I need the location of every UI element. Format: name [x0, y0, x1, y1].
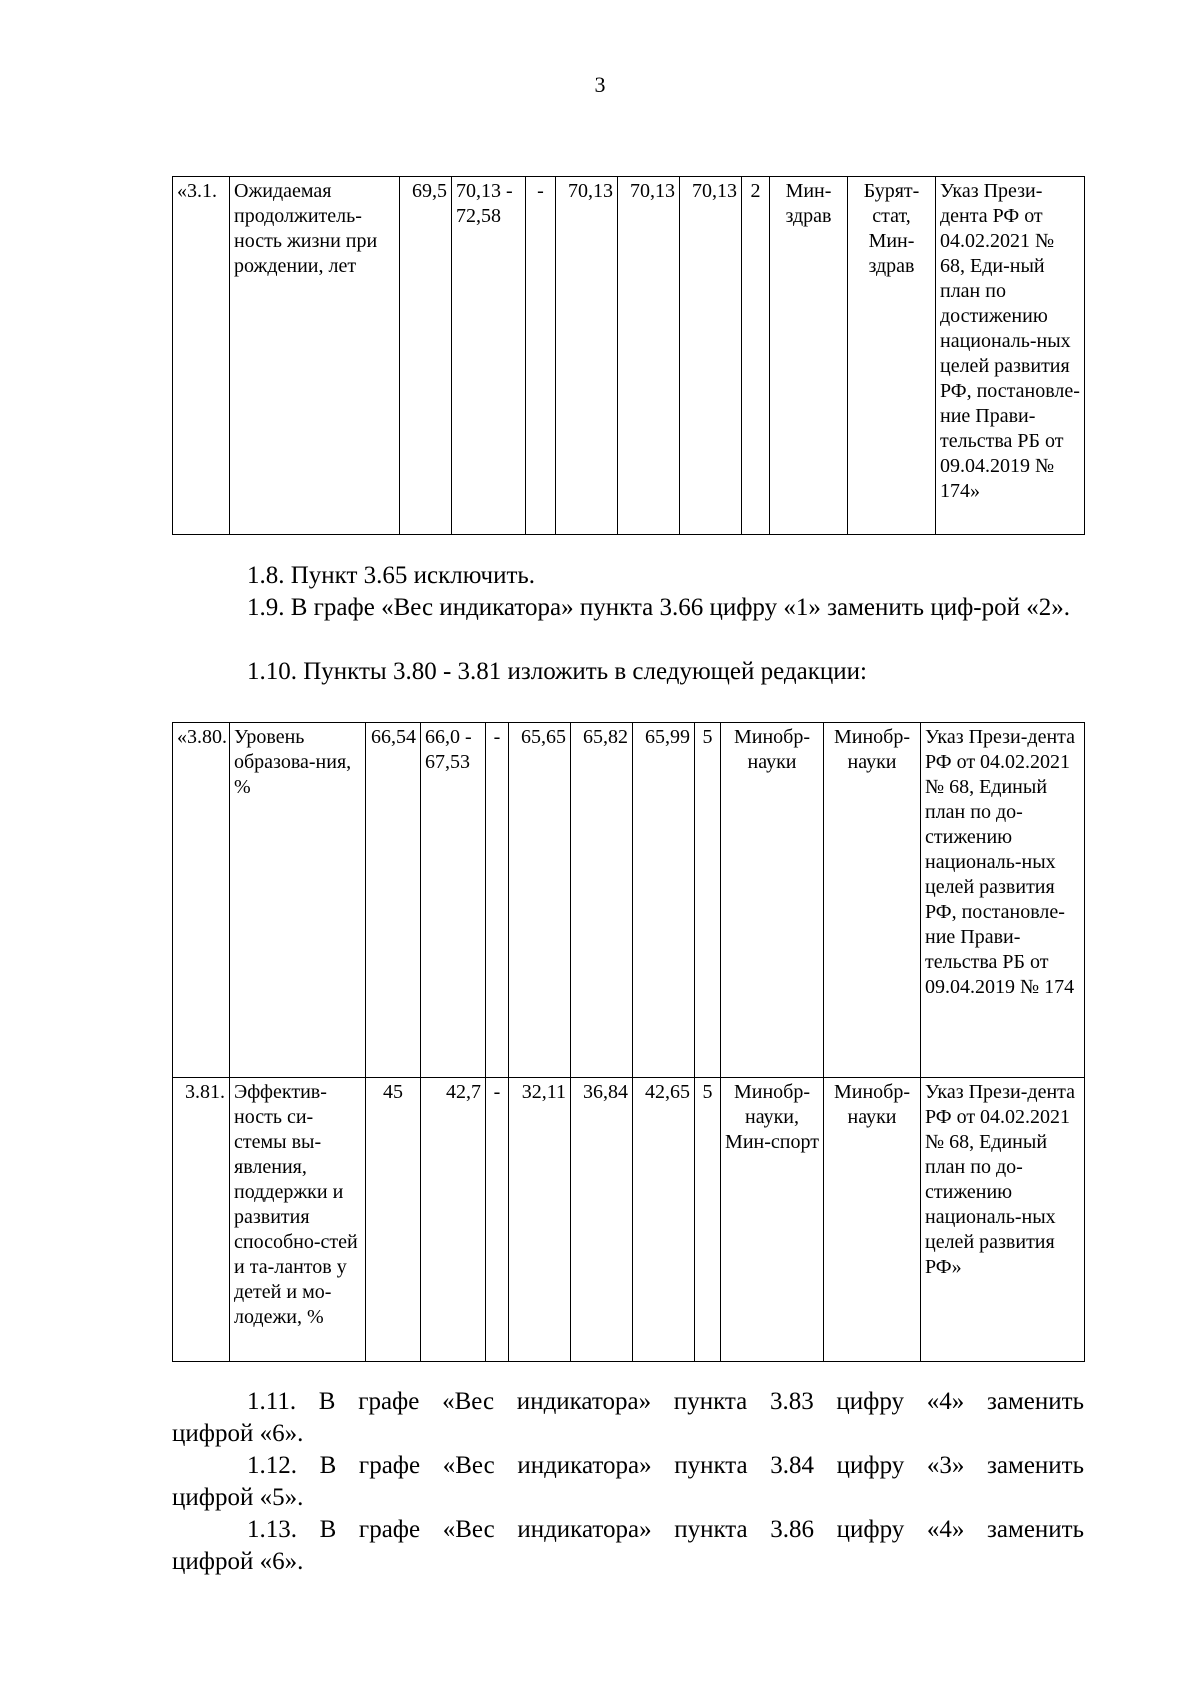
cell-number: «3.1.	[173, 177, 230, 535]
paragraph-1-11	[172, 1386, 1084, 1450]
cell-basis: Указ Прези-дента РФ от 04.02.2021 № 68, Единый план по до-стижению националь-ных целей развития РФ»	[921, 1078, 1085, 1362]
cell-value: 70,13 - 72,58	[452, 177, 526, 535]
cell-value: 36,84	[571, 1078, 633, 1362]
cell-weight: 5	[695, 1078, 721, 1362]
table-row	[173, 1078, 1085, 1362]
cell-value: -	[486, 723, 509, 1078]
page-number: 3	[594, 72, 606, 97]
cell-value: 70,13	[680, 177, 742, 535]
paragraph-1-10: 1.10. Пункты 3.80 - 3.81 изложить в следующей редакции:	[247, 658, 867, 685]
cell-weight: 5	[695, 723, 721, 1078]
table-row	[173, 723, 1085, 1078]
paragraph-1-8: 1.8. Пункт 3.65 исключить.	[247, 562, 536, 589]
paragraph-line: цифрой «6».	[172, 1420, 304, 1447]
paragraph-line: 1.11. В графе «Вес индикатора» пункта 3.83 цифру «4» заменить	[247, 1388, 1084, 1415]
cell-responsible: Мин-здрав	[770, 177, 848, 535]
cell-value: 42,7	[421, 1078, 486, 1362]
cell-source: Минобр-науки	[824, 1078, 921, 1362]
paragraph-1-13	[172, 1514, 1084, 1578]
cell-responsible: Минобр-науки	[721, 723, 824, 1078]
cell-value: 45	[366, 1078, 421, 1362]
paragraph-line: 1.12. В графе «Вес индикатора» пункта 3.84 цифру «3» заменить	[247, 1452, 1084, 1479]
cell-source: Минобр-науки	[824, 723, 921, 1078]
cell-number: «3.80.	[173, 723, 230, 1078]
cell-value: 66,0 - 67,53	[421, 723, 486, 1078]
table-row	[173, 177, 1085, 535]
cell-indicator-name: Уровень образова-ния, %	[230, 723, 366, 1078]
cell-value: 42,65	[633, 1078, 695, 1362]
cell-value: -	[526, 177, 556, 535]
paragraph-1-9: 1.9. В графе «Вес индикатора» пункта 3.66 цифру «1» заменить циф-рой «2».	[247, 594, 1070, 621]
cell-value: 66,54	[366, 723, 421, 1078]
paragraph-1-12	[172, 1450, 1084, 1514]
cell-value: 65,82	[571, 723, 633, 1078]
cell-responsible: Минобр-науки, Мин-спорт	[721, 1078, 824, 1362]
cell-source: Бурят-стат, Мин-здрав	[848, 177, 936, 535]
paragraph-line: 1.13. В графе «Вес индикатора» пункта 3.86 цифру «4» заменить	[247, 1516, 1084, 1543]
cell-weight: 2	[742, 177, 770, 535]
cell-indicator-name: Эффектив-ность си-стемы вы-явления, поддержки и развития способно-стей и та-лантов у детей и мо-лодежи, %	[230, 1078, 366, 1362]
cell-value: -	[486, 1078, 509, 1362]
cell-basis: Указ Прези-дента РФ от 04.02.2021 № 68, Единый план по до-стижению националь-ных целей развития РФ, постановле-ние Прави-тельства РБ от 09.04.2019 № 174	[921, 723, 1085, 1078]
indicator-table-3-1	[172, 176, 1085, 535]
cell-indicator-name: Ожидаемая продолжитель-ность жизни при рождении, лет	[230, 177, 400, 535]
cell-basis: Указ Прези-дента РФ от 04.02.2021 № 68, Еди-ный план по достижению националь-ных целей развития РФ, постановле-ние Прави-тельства РБ от 09.04.2019 № 174»	[936, 177, 1085, 535]
paragraph-line: цифрой «6».	[172, 1548, 304, 1575]
cell-number: 3.81.	[173, 1078, 230, 1362]
cell-value: 69,5	[400, 177, 452, 535]
paragraph-line: цифрой «5».	[172, 1484, 304, 1511]
cell-value: 65,99	[633, 723, 695, 1078]
cell-value: 70,13	[556, 177, 618, 535]
indicator-table-3-80-3-81	[172, 722, 1085, 1362]
cell-value: 70,13	[618, 177, 680, 535]
cell-value: 32,11	[509, 1078, 571, 1362]
cell-value: 65,65	[509, 723, 571, 1078]
